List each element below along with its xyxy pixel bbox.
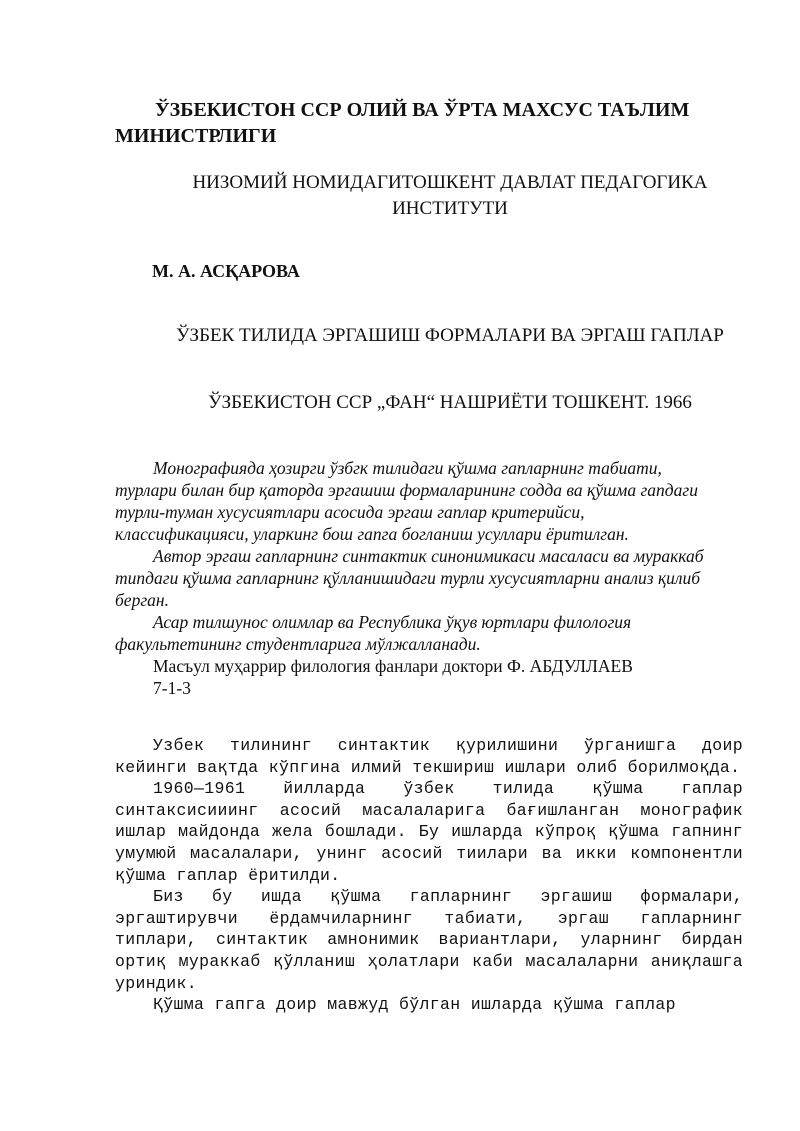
ministry-heading: ЎЗБЕКИСТОН ССР ОЛИЙ ВА ЎРТА МАХСУС ТАЪЛИМ МИНИСТРЛИГИ: [115, 99, 690, 147]
body-paragraph: Узбек тилининг синтактик қурилишини ўрганишга доир кейинги вақтда кўпгина илмий текшириш ишлари олиб борилмоқда.: [115, 736, 743, 777]
author-name: М. А. АСҚАРОВА: [152, 261, 300, 281]
institute-heading: НИЗОМИЙ НОМИДАГИТОШКЕНТ ДАВЛАТ ПЕДАГОГИКА ИНСТИТУТИ: [192, 172, 708, 219]
abstract-paragraph: Автор эргаш гапларнинг синтактик синонимикаси масаласи ва мураккаб типдаги қўшма гапларнинг қўлланишидаги турли хусусиятларни анализ қилиб берган.: [115, 546, 704, 610]
abstract-block: [115, 457, 715, 699]
abstract-paragraph: Монографияда ҳозирги ўзбгк тилидаги қўшма гапларнинг табиати, турлари билан бир қаторда эргашиш формаларининг содда ва қўшма гапдаги турли-туман хусусиятлари асосида эргаш гаплар критерийси, классификацияси, уларкинг бош гапга богланиш усуллари ёритилган.: [115, 458, 698, 544]
abstract-paragraph: Асар тилшунос олимлар ва Республика ўқув юртлари филология факультетининг студентларига мўлжалланади.: [115, 612, 632, 654]
catalog-code: 7-1-3: [153, 678, 191, 698]
body-paragraph: 1960—1961 йилларда ўзбек тилида қўшма гаплар синтаксисииинг асосий масалаларига бағишланган монографик ишлар майдонда жела бошлади. Бу ишларда кўпроқ қўшма гапнинг умумюй масалалари, унинг асосий тиилари ва икки компонентли қўшма гаплар ёритилди.: [115, 779, 743, 885]
book-title: ЎЗБЕК ТИЛИДА ЭРГАШИШ ФОРМАЛАРИ ВА ЭРГАШ ГАПЛАР: [176, 325, 724, 346]
body-paragraph: Биз бу ишда қўшма гапларнинг эргашиш формалари, эргаштирувчи ёрдамчиларнинг табиати, эргаш гапларнинг типлари, синтактик амнонимик вариантлари, уларнинг бирдан ортиқ мураккаб қўлланиш ҳолатлари каби масалаларни аниқлашга уриндик.: [115, 887, 743, 993]
publisher-line: ЎЗБЕКИСТОН ССР „ФАН“ НАШРИЁТИ ТОШКЕНТ. 1966: [208, 392, 692, 413]
main-text: [115, 735, 743, 1016]
body-paragraph: Қўшма гапга доир мавжуд бўлган ишларда қўшма гаплар: [153, 995, 676, 1015]
editor-line: Масъул муҳаррир филология фанлари доктори Ф. АБДУЛЛАЕВ: [153, 656, 633, 676]
